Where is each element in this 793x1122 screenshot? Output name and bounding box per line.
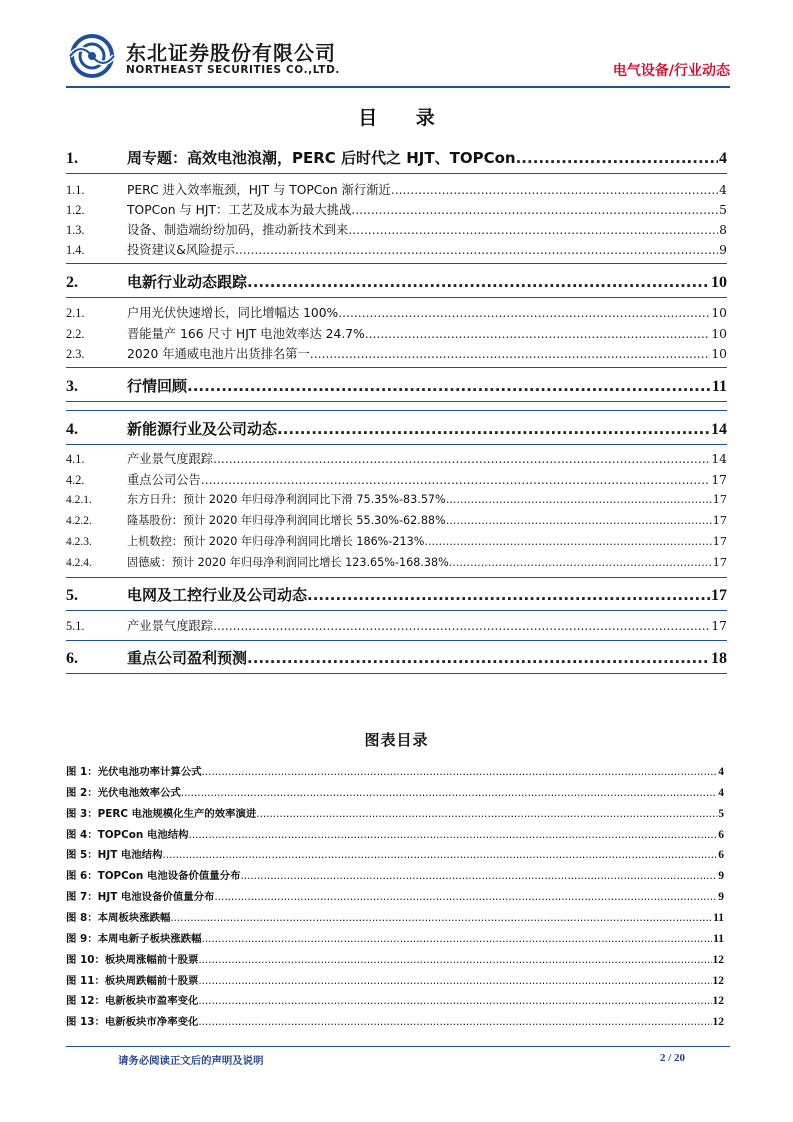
toc-entry-number: 1.3. <box>66 223 85 237</box>
figure-entry-page: 5 <box>718 808 724 820</box>
toc-entry-text: PERC 进入效率瓶颈，HJT 与 TOPCon 渐行渐近 <box>127 183 391 197</box>
toc-entry-page: 10 <box>711 274 727 291</box>
toc-entry-1-2[interactable] <box>66 200 727 218</box>
toc-entry-text: 重点公司公告 <box>127 473 201 487</box>
toc-entry-text: 电网及工控行业及公司动态 <box>127 586 308 604</box>
figure-entry-page: 11 <box>713 933 724 945</box>
toc-entry-text: 周专题：高效电池浪潮，PERC 后时代之 HJT、TOPCon <box>127 149 516 167</box>
toc-entry-page: 17 <box>712 514 727 527</box>
toc-entry-page: 10 <box>711 347 727 361</box>
dot-leader <box>198 954 711 966</box>
figure-entry-page: 4 <box>718 766 724 778</box>
toc-entry-number: 4.2.1. <box>66 494 92 506</box>
dot-leader <box>214 891 717 903</box>
figure-entry-13[interactable] <box>66 1013 724 1028</box>
toc-entry-1-1[interactable] <box>66 180 727 198</box>
toc-entry-5[interactable] <box>66 584 727 605</box>
dot-leader <box>446 493 712 506</box>
dot-leader <box>310 347 711 361</box>
toc-entry-2-2[interactable] <box>66 324 727 342</box>
toc-entry-text: 上机数控：预计 2020 年归母净利润同比增长 186%-213% <box>127 535 425 548</box>
toc-entry-page: 14 <box>711 452 727 466</box>
toc-entry-page: 11 <box>711 378 727 395</box>
figure-entry-2[interactable] <box>66 784 724 799</box>
dot-leader <box>201 473 711 487</box>
figure-entry-text: 图 4：TOPCon 电池结构 <box>66 829 189 841</box>
section-divider <box>66 640 727 641</box>
dot-leader <box>162 849 717 861</box>
dot-leader <box>240 870 717 882</box>
toc-entry-4-2-1[interactable] <box>66 491 727 507</box>
toc-entry-4-1[interactable] <box>66 449 727 467</box>
figure-entry-text: 图 3：PERC 电池规模化生产的效率演进 <box>66 808 257 820</box>
company-name-en: NORTHEAST SECURITIES CO.,LTD. <box>126 64 340 76</box>
figure-entry-page: 12 <box>712 975 724 987</box>
report-category: 电气设备/行业动态 <box>612 63 730 79</box>
toc-entry-page: 17 <box>712 493 727 506</box>
figure-entry-text: 图 8：本周板块涨跌幅 <box>66 912 171 924</box>
toc-title: 目 录 <box>358 107 451 129</box>
toc-entry-text: 2020 年通威电池片出货排名第一 <box>127 347 310 361</box>
toc-entry-text: 行情回顾 <box>127 377 188 395</box>
dot-leader <box>202 766 718 778</box>
figure-entry-page: 12 <box>712 995 724 1007</box>
figure-entry-1[interactable] <box>66 763 724 778</box>
figure-entry-text: 图 11：板块周跌幅前十股票 <box>66 975 199 987</box>
toc-entry-page: 4 <box>719 183 727 197</box>
toc-entry-5-1[interactable] <box>66 616 727 634</box>
header-divider <box>66 86 730 88</box>
figure-entry-6[interactable] <box>66 867 724 882</box>
figure-entry-text: 图 13：电新板块市净率变化 <box>66 1016 199 1028</box>
toc-entry-text: 重点公司盈利预测 <box>127 649 248 667</box>
toc-entry-text: 新能源行业及公司动态 <box>127 420 278 438</box>
dot-leader <box>516 149 718 167</box>
section-divider <box>66 367 727 368</box>
toc-entry-4-2-2[interactable] <box>66 512 727 528</box>
dot-leader <box>277 420 710 438</box>
dot-leader <box>198 975 711 987</box>
figure-entry-9[interactable] <box>66 930 724 945</box>
figure-entry-7[interactable] <box>66 888 724 903</box>
dot-leader <box>213 452 710 466</box>
toc-entry-number: 4.2.3. <box>66 536 92 548</box>
toc-entry-number: 5.1. <box>66 619 85 633</box>
dot-leader <box>391 183 718 197</box>
figure-entry-page: 4 <box>718 787 724 799</box>
figure-entry-text: 图 10：板块周涨幅前十股票 <box>66 954 199 966</box>
toc-entry-number: 1.1. <box>66 183 85 197</box>
section-divider <box>66 410 727 411</box>
toc-entry-2-1[interactable] <box>66 303 727 321</box>
section-divider <box>66 297 727 298</box>
dot-leader <box>170 912 712 924</box>
figure-entry-3[interactable] <box>66 805 724 820</box>
section-divider <box>66 263 727 264</box>
toc-entry-page: 17 <box>711 587 727 604</box>
toc-entry-page: 14 <box>711 421 727 438</box>
company-name-cn: 东北证券股份有限公司 <box>126 41 336 65</box>
dot-leader <box>348 223 718 237</box>
dot-leader <box>247 273 710 291</box>
toc-entry-page: 18 <box>711 650 727 667</box>
toc-entry-number: 1.4. <box>66 243 85 257</box>
figure-entry-11[interactable] <box>66 972 724 987</box>
toc-entry-6[interactable] <box>66 647 727 668</box>
toc-entry-text: 产业景气度跟踪 <box>127 452 214 466</box>
toc-entry-text: 投资建议&风险提示 <box>127 243 235 257</box>
section-divider <box>66 673 727 674</box>
footer-divider <box>66 1046 730 1047</box>
toc-entry-4[interactable] <box>66 418 727 439</box>
disclaimer-note: 请务必阅读正文后的声明及说明 <box>118 1055 264 1067</box>
toc-entry-page: 17 <box>711 473 727 487</box>
figure-entry-page: 9 <box>718 870 724 882</box>
toc-entry-number: 6. <box>66 650 78 667</box>
toc-entry-page: 4 <box>719 150 727 167</box>
toc-entry-number: 2. <box>66 274 78 291</box>
section-divider <box>66 444 727 445</box>
toc-entry-2[interactable] <box>66 271 727 292</box>
toc-entry-number: 4.1. <box>66 452 85 466</box>
toc-entry-text: 隆基股份：预计 2020 年归母净利润同比增长 55.30%-62.88% <box>127 514 446 527</box>
toc-entry-text: TOPCon 与 HJT：工艺及成本为最大挑战 <box>127 203 352 217</box>
dot-leader <box>338 306 710 320</box>
dot-leader <box>235 243 718 257</box>
toc-entry-number: 2.2. <box>66 327 85 341</box>
figure-entry-page: 12 <box>712 1016 724 1028</box>
figure-entry-page: 6 <box>718 849 724 861</box>
dot-leader <box>365 327 711 341</box>
dot-leader <box>247 649 710 667</box>
figure-entry-page: 6 <box>718 829 724 841</box>
toc-entry-number: 4.2. <box>66 473 85 487</box>
toc-entry-number: 4.2.2. <box>66 515 92 527</box>
toc-entry-3[interactable] <box>66 375 727 396</box>
dot-leader <box>307 586 710 604</box>
figure-entry-8[interactable] <box>66 909 724 924</box>
dot-leader <box>198 995 711 1007</box>
toc-entry-number: 2.3. <box>66 347 85 361</box>
toc-entry-number: 4.2.4. <box>66 557 92 569</box>
page-number: 2 / 20 <box>660 1052 686 1064</box>
dot-leader <box>189 829 718 841</box>
section-divider <box>66 401 727 402</box>
toc-entry-1[interactable] <box>66 147 727 168</box>
toc-entry-text: 晋能量产 166 尺寸 HJT 电池效率达 24.7% <box>127 327 365 341</box>
figure-entry-5[interactable] <box>66 846 724 861</box>
figure-list-title: 图表目录 <box>364 731 429 749</box>
figure-entry-text: 图 2：光伏电池效率公式 <box>66 787 181 799</box>
figure-entry-text: 图 9：本周电新子板块涨跌幅 <box>66 933 202 945</box>
toc-entry-number: 5. <box>66 587 78 604</box>
dot-leader <box>256 808 717 820</box>
toc-entry-page: 17 <box>712 535 727 548</box>
toc-entry-text: 户用光伏快速增长，同比增幅达 100% <box>127 306 339 320</box>
figure-entry-text: 图 5：HJT 电池结构 <box>66 849 163 861</box>
toc-entry-4-2-3[interactable] <box>66 533 727 549</box>
toc-entry-page: 8 <box>719 223 727 237</box>
toc-entry-page: 9 <box>719 243 727 257</box>
dot-leader <box>181 787 717 799</box>
toc-entry-text: 设备、制造端纷纷加码，推动新技术到来 <box>127 223 349 237</box>
toc-entry-2-3[interactable] <box>66 344 727 362</box>
dot-leader <box>198 1016 711 1028</box>
toc-entry-number: 1.2. <box>66 203 85 217</box>
dot-leader <box>446 514 712 527</box>
toc-entry-text: 电新行业动态跟踪 <box>127 273 248 291</box>
dot-leader <box>424 535 711 548</box>
figure-entry-10[interactable] <box>66 951 724 966</box>
dot-leader <box>351 203 718 217</box>
toc-entry-page: 10 <box>711 327 727 341</box>
toc-entry-number: 2.1. <box>66 306 85 320</box>
figure-entry-4[interactable] <box>66 826 724 841</box>
toc-entry-4-2-4[interactable] <box>66 554 727 570</box>
page-header <box>66 34 730 84</box>
dot-leader <box>202 933 713 945</box>
toc-entry-text: 产业景气度跟踪 <box>127 619 214 633</box>
toc-entry-1-4[interactable] <box>66 240 727 258</box>
toc-entry-page: 5 <box>719 203 727 217</box>
section-divider <box>66 577 727 578</box>
toc-entry-page: 17 <box>711 619 727 633</box>
figure-entry-text: 图 7：HJT 电池设备价值量分布 <box>66 891 215 903</box>
toc-entry-number: 4. <box>66 421 78 438</box>
figure-entry-12[interactable] <box>66 992 724 1007</box>
toc-entry-page: 10 <box>711 306 727 320</box>
toc-entry-text: 东方日升：预计 2020 年归母净利润同比下滑 75.35%-83.57% <box>127 493 446 506</box>
figure-entry-text: 图 1：光伏电池功率计算公式 <box>66 766 202 778</box>
toc-entry-page: 17 <box>712 556 727 569</box>
figure-entry-page: 12 <box>712 954 724 966</box>
toc-entry-number: 3. <box>66 378 78 395</box>
dot-leader <box>449 556 712 569</box>
dot-leader <box>187 377 711 395</box>
toc-entry-4-2[interactable] <box>66 470 727 488</box>
northeast-securities-logo-icon <box>66 34 118 78</box>
toc-entry-text: 固德威：预计 2020 年归母净利润同比增长 123.65%-168.38% <box>127 556 449 569</box>
section-divider <box>66 610 727 611</box>
toc-entry-1-3[interactable] <box>66 220 727 238</box>
figure-entry-page: 9 <box>718 891 724 903</box>
figure-entry-text: 图 12：电新板块市盈率变化 <box>66 995 199 1007</box>
toc-entry-number: 1. <box>66 150 78 167</box>
figure-entry-text: 图 6：TOPCon 电池设备价值量分布 <box>66 870 241 882</box>
dot-leader <box>213 619 710 633</box>
section-divider <box>66 173 727 174</box>
figure-entry-page: 11 <box>713 912 724 924</box>
